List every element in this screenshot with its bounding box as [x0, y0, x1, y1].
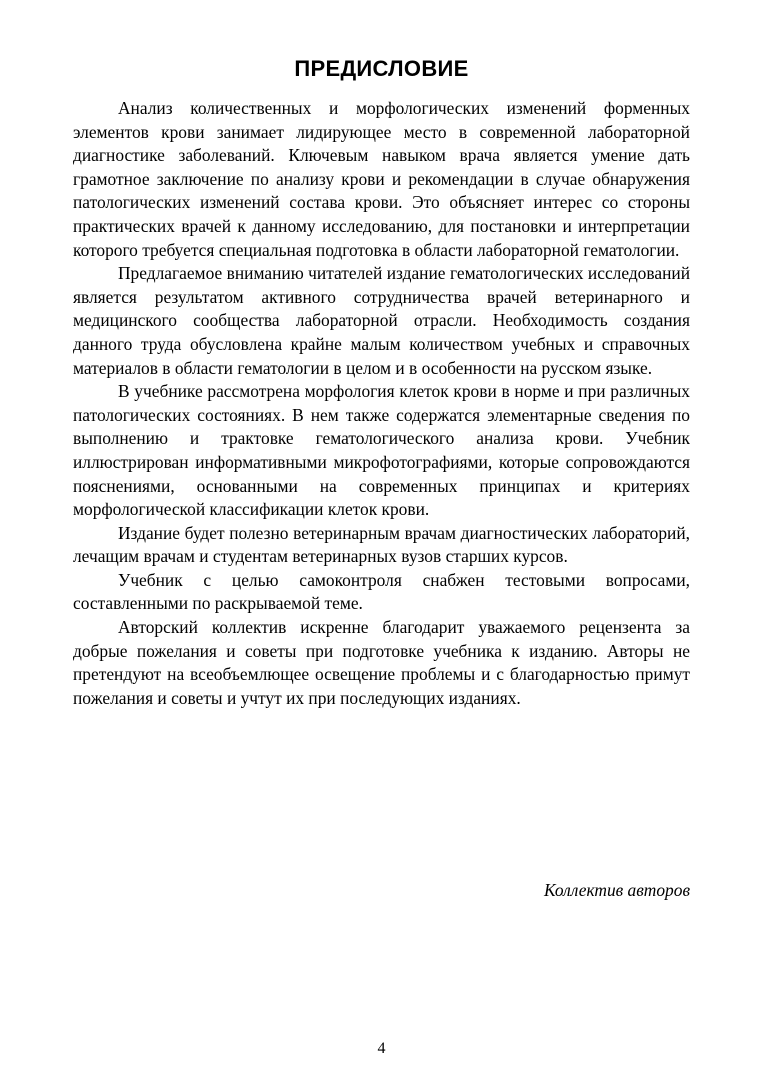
paragraph-1: Анализ количественных и морфологических изменений форменных элементов крови занимает лидирующее место в современной лабораторной диагностике заболеваний. Ключевым навыком врача является умение дать грамотное заключение по анализу крови и рекомендации в случае обнаружения патологических изменений состава крови. Это объясняет интерес со стороны практических врачей к данному исследованию, для постановки и интерпретации которого требуется специальная подготовка в области лабораторной гематологии. — [73, 98, 690, 260]
paragraph-4: Издание будет полезно ветеринарным врачам диагностических лабораторий, лечащим врачам и студентам ветеринарных вузов старших курсов. — [73, 522, 690, 567]
authors-signature: Коллектив авторов — [544, 880, 690, 900]
paragraph-3: В учебнике рассмотрена морфология клеток крови в норме и при различных патологических состояниях. В нем также содержатся элементарные сведения по выполнению и трактовке гематологического анализа крови. Учебник иллюстрирован информативными микрофотографиями, которые сопровождаются пояснениями, основанными на современных принципах и критериях морфологической классификации клеток крови. — [73, 381, 690, 520]
paragraph-2: Предлагаемое вниманию читателей издание гематологических исследований является результатом активного сотрудничества врачей ветеринарного и медицинского сообщества лабораторной отрасли. Необходимость создания данного труда обусловлена крайне малым количеством учебных и справочных материалов в области гематологии в целом и в особенности на русском языке. — [73, 263, 690, 378]
preface-body — [73, 97, 690, 710]
page-title: ПРЕДИСЛОВИЕ — [294, 56, 469, 81]
page-number: 4 — [377, 1040, 386, 1057]
paragraph-5: Учебник с целью самоконтроля снабжен тестовыми вопросами, составленными по раскрываемой теме. — [73, 569, 690, 614]
paragraph-6: Авторский коллектив искренне благодарит уважаемого рецензента за добрые пожелания и советы при подготовке учебника к изданию. Авторы не претендуют на всеобъемлющее освещение проблемы и с благодарностью примут пожелания и советы и учтут их при последующих изданиях. — [73, 617, 690, 708]
